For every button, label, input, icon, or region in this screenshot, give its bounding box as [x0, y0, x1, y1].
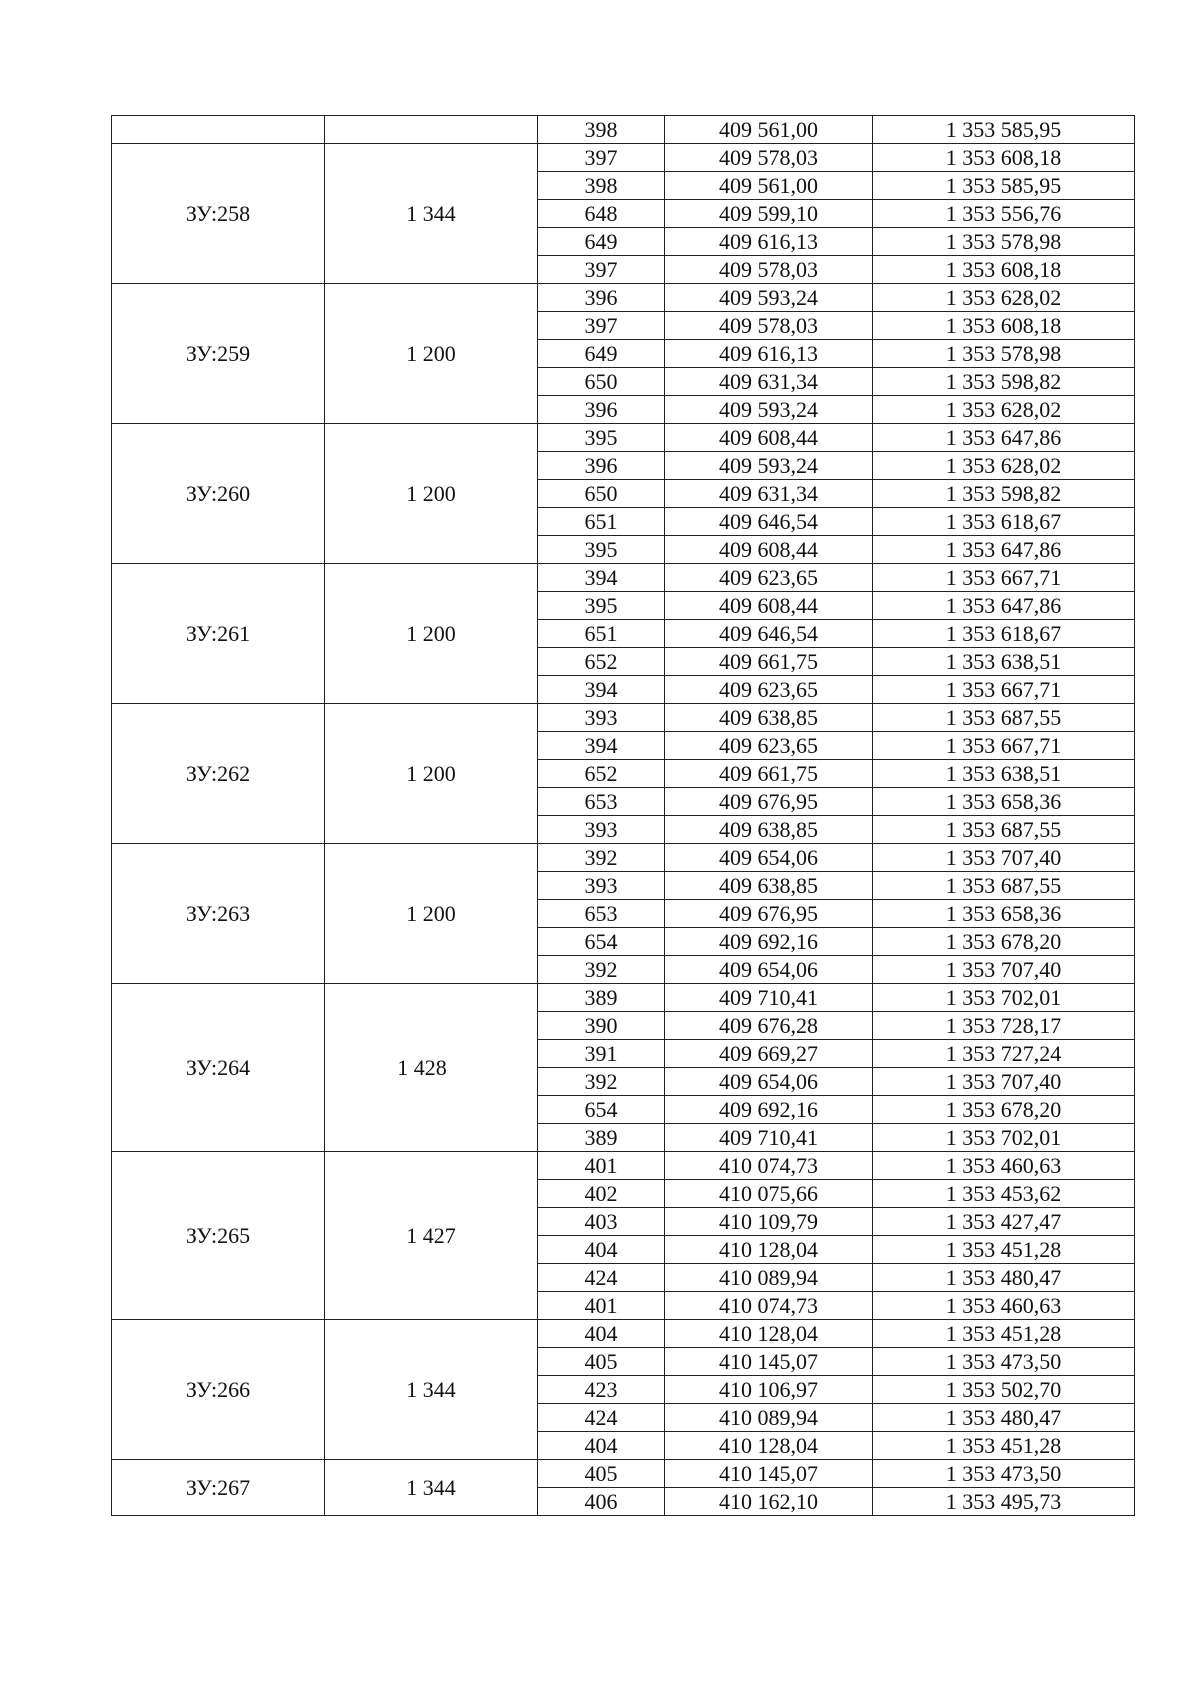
point-cell: 404 — [538, 1432, 665, 1460]
y-cell: 1 353 578,98 — [873, 340, 1135, 368]
point-cell: 394 — [538, 676, 665, 704]
x-cell: 409 692,16 — [665, 928, 873, 956]
table-row — [112, 1460, 1135, 1488]
parcel-id-cell: ЗУ:258 — [112, 144, 325, 284]
y-cell: 1 353 585,95 — [873, 172, 1135, 200]
point-cell: 424 — [538, 1404, 665, 1432]
y-cell: 1 353 473,50 — [873, 1460, 1135, 1488]
table-row — [112, 564, 1135, 592]
parcel-area-cell — [325, 116, 538, 144]
x-cell: 409 654,06 — [665, 1068, 873, 1096]
y-cell: 1 353 687,55 — [873, 872, 1135, 900]
x-cell: 409 646,54 — [665, 620, 873, 648]
x-cell: 410 074,73 — [665, 1292, 873, 1320]
point-cell: 395 — [538, 536, 665, 564]
y-cell: 1 353 628,02 — [873, 396, 1135, 424]
point-cell: 390 — [538, 1012, 665, 1040]
point-cell: 654 — [538, 1096, 665, 1124]
x-cell: 409 638,85 — [665, 816, 873, 844]
x-cell: 409 654,06 — [665, 844, 873, 872]
table-row — [112, 1152, 1135, 1180]
point-cell: 393 — [538, 872, 665, 900]
point-cell: 391 — [538, 1040, 665, 1068]
y-cell: 1 353 678,20 — [873, 928, 1135, 956]
table-row — [112, 984, 1135, 1012]
point-cell: 405 — [538, 1348, 665, 1376]
x-cell: 409 676,95 — [665, 788, 873, 816]
y-cell: 1 353 647,86 — [873, 424, 1135, 452]
point-cell: 397 — [538, 144, 665, 172]
y-cell: 1 353 578,98 — [873, 228, 1135, 256]
point-cell: 396 — [538, 452, 665, 480]
x-cell: 409 608,44 — [665, 424, 873, 452]
x-cell: 409 616,13 — [665, 340, 873, 368]
point-cell: 652 — [538, 760, 665, 788]
x-cell: 409 593,24 — [665, 452, 873, 480]
parcel-area-cell: 1 200 — [325, 564, 538, 704]
y-cell: 1 353 451,28 — [873, 1320, 1135, 1348]
y-cell: 1 353 728,17 — [873, 1012, 1135, 1040]
parcel-area-cell: 1 344 — [325, 1460, 538, 1516]
y-cell: 1 353 707,40 — [873, 844, 1135, 872]
y-cell: 1 353 707,40 — [873, 1068, 1135, 1096]
y-cell: 1 353 658,36 — [873, 788, 1135, 816]
y-cell: 1 353 628,02 — [873, 452, 1135, 480]
point-cell: 389 — [538, 1124, 665, 1152]
point-cell: 395 — [538, 592, 665, 620]
point-cell: 651 — [538, 620, 665, 648]
point-cell: 654 — [538, 928, 665, 956]
coordinates-table-body — [112, 116, 1135, 1516]
x-cell: 410 145,07 — [665, 1460, 873, 1488]
point-cell: 393 — [538, 816, 665, 844]
y-cell: 1 353 608,18 — [873, 144, 1135, 172]
coordinates-table — [111, 115, 1135, 1516]
table-row — [112, 424, 1135, 452]
point-cell: 401 — [538, 1292, 665, 1320]
point-cell: 398 — [538, 172, 665, 200]
y-cell: 1 353 451,28 — [873, 1432, 1135, 1460]
parcel-id-cell: ЗУ:261 — [112, 564, 325, 704]
x-cell: 409 593,24 — [665, 396, 873, 424]
y-cell: 1 353 658,36 — [873, 900, 1135, 928]
point-cell: 394 — [538, 564, 665, 592]
table-row — [112, 844, 1135, 872]
y-cell: 1 353 687,55 — [873, 816, 1135, 844]
point-cell: 423 — [538, 1376, 665, 1404]
parcel-area-cell: 1 200 — [325, 284, 538, 424]
x-cell: 409 654,06 — [665, 956, 873, 984]
y-cell: 1 353 608,18 — [873, 256, 1135, 284]
parcel-id-cell: ЗУ:265 — [112, 1152, 325, 1320]
x-cell: 409 599,10 — [665, 200, 873, 228]
x-cell: 410 128,04 — [665, 1320, 873, 1348]
x-cell: 409 661,75 — [665, 648, 873, 676]
x-cell: 409 561,00 — [665, 116, 873, 144]
parcel-area-cell: 1 344 — [325, 144, 538, 284]
parcel-area-cell: 1 428 — [325, 984, 538, 1152]
point-cell: 424 — [538, 1264, 665, 1292]
x-cell: 409 692,16 — [665, 1096, 873, 1124]
y-cell: 1 353 667,71 — [873, 732, 1135, 760]
parcel-area-cell: 1 427 — [325, 1152, 538, 1320]
x-cell: 409 646,54 — [665, 508, 873, 536]
y-cell: 1 353 667,71 — [873, 676, 1135, 704]
point-cell: 398 — [538, 116, 665, 144]
point-cell: 395 — [538, 424, 665, 452]
y-cell: 1 353 598,82 — [873, 480, 1135, 508]
point-cell: 401 — [538, 1152, 665, 1180]
x-cell: 409 710,41 — [665, 984, 873, 1012]
x-cell: 409 608,44 — [665, 592, 873, 620]
y-cell: 1 353 460,63 — [873, 1152, 1135, 1180]
x-cell: 409 631,34 — [665, 480, 873, 508]
table-row — [112, 144, 1135, 172]
parcel-area-cell: 1 344 — [325, 1320, 538, 1460]
parcel-area-cell: 1 200 — [325, 704, 538, 844]
point-cell: 404 — [538, 1320, 665, 1348]
y-cell: 1 353 647,86 — [873, 592, 1135, 620]
x-cell: 410 106,97 — [665, 1376, 873, 1404]
point-cell: 392 — [538, 1068, 665, 1096]
x-cell: 409 593,24 — [665, 284, 873, 312]
x-cell: 410 089,94 — [665, 1264, 873, 1292]
x-cell: 409 638,85 — [665, 704, 873, 732]
parcel-id-cell: ЗУ:266 — [112, 1320, 325, 1460]
y-cell: 1 353 480,47 — [873, 1264, 1135, 1292]
y-cell: 1 353 502,70 — [873, 1376, 1135, 1404]
point-cell: 394 — [538, 732, 665, 760]
x-cell: 410 074,73 — [665, 1152, 873, 1180]
y-cell: 1 353 453,62 — [873, 1180, 1135, 1208]
point-cell: 653 — [538, 788, 665, 816]
x-cell: 409 623,65 — [665, 732, 873, 760]
x-cell: 409 578,03 — [665, 312, 873, 340]
y-cell: 1 353 473,50 — [873, 1348, 1135, 1376]
x-cell: 409 676,28 — [665, 1012, 873, 1040]
parcel-id-cell: ЗУ:267 — [112, 1460, 325, 1516]
y-cell: 1 353 628,02 — [873, 284, 1135, 312]
point-cell: 649 — [538, 228, 665, 256]
point-cell: 653 — [538, 900, 665, 928]
parcel-area-cell: 1 200 — [325, 844, 538, 984]
x-cell: 409 616,13 — [665, 228, 873, 256]
point-cell: 649 — [538, 340, 665, 368]
y-cell: 1 353 707,40 — [873, 956, 1135, 984]
x-cell: 409 623,65 — [665, 564, 873, 592]
y-cell: 1 353 638,51 — [873, 760, 1135, 788]
point-cell: 396 — [538, 396, 665, 424]
x-cell: 410 162,10 — [665, 1488, 873, 1516]
x-cell: 410 128,04 — [665, 1236, 873, 1264]
y-cell: 1 353 608,18 — [873, 312, 1135, 340]
point-cell: 652 — [538, 648, 665, 676]
x-cell: 409 676,95 — [665, 900, 873, 928]
parcel-area-cell: 1 200 — [325, 424, 538, 564]
x-cell: 410 128,04 — [665, 1432, 873, 1460]
y-cell: 1 353 427,47 — [873, 1208, 1135, 1236]
parcel-id-cell: ЗУ:264 — [112, 984, 325, 1152]
y-cell: 1 353 702,01 — [873, 1124, 1135, 1152]
table-row — [112, 704, 1135, 732]
y-cell: 1 353 687,55 — [873, 704, 1135, 732]
table-row — [112, 1320, 1135, 1348]
point-cell: 406 — [538, 1488, 665, 1516]
point-cell: 403 — [538, 1208, 665, 1236]
point-cell: 392 — [538, 956, 665, 984]
y-cell: 1 353 451,28 — [873, 1236, 1135, 1264]
y-cell: 1 353 678,20 — [873, 1096, 1135, 1124]
parcel-id-cell: ЗУ:259 — [112, 284, 325, 424]
parcel-id-cell — [112, 116, 325, 144]
y-cell: 1 353 647,86 — [873, 536, 1135, 564]
point-cell: 648 — [538, 200, 665, 228]
y-cell: 1 353 480,47 — [873, 1404, 1135, 1432]
y-cell: 1 353 667,71 — [873, 564, 1135, 592]
x-cell: 410 089,94 — [665, 1404, 873, 1432]
y-cell: 1 353 556,76 — [873, 200, 1135, 228]
x-cell: 409 608,44 — [665, 536, 873, 564]
x-cell: 409 710,41 — [665, 1124, 873, 1152]
parcel-id-cell: ЗУ:263 — [112, 844, 325, 984]
point-cell: 393 — [538, 704, 665, 732]
point-cell: 402 — [538, 1180, 665, 1208]
parcel-id-cell: ЗУ:262 — [112, 704, 325, 844]
y-cell: 1 353 618,67 — [873, 508, 1135, 536]
point-cell: 405 — [538, 1460, 665, 1488]
x-cell: 409 623,65 — [665, 676, 873, 704]
y-cell: 1 353 495,73 — [873, 1488, 1135, 1516]
x-cell: 409 638,85 — [665, 872, 873, 900]
y-cell: 1 353 702,01 — [873, 984, 1135, 1012]
x-cell: 409 669,27 — [665, 1040, 873, 1068]
x-cell: 409 661,75 — [665, 760, 873, 788]
point-cell: 397 — [538, 256, 665, 284]
point-cell: 404 — [538, 1236, 665, 1264]
x-cell: 409 561,00 — [665, 172, 873, 200]
y-cell: 1 353 585,95 — [873, 116, 1135, 144]
point-cell: 396 — [538, 284, 665, 312]
x-cell: 409 631,34 — [665, 368, 873, 396]
point-cell: 650 — [538, 480, 665, 508]
y-cell: 1 353 460,63 — [873, 1292, 1135, 1320]
x-cell: 410 075,66 — [665, 1180, 873, 1208]
parcel-id-cell: ЗУ:260 — [112, 424, 325, 564]
point-cell: 389 — [538, 984, 665, 1012]
y-cell: 1 353 598,82 — [873, 368, 1135, 396]
point-cell: 392 — [538, 844, 665, 872]
table-row — [112, 284, 1135, 312]
point-cell: 397 — [538, 312, 665, 340]
y-cell: 1 353 618,67 — [873, 620, 1135, 648]
x-cell: 409 578,03 — [665, 144, 873, 172]
x-cell: 409 578,03 — [665, 256, 873, 284]
point-cell: 650 — [538, 368, 665, 396]
y-cell: 1 353 727,24 — [873, 1040, 1135, 1068]
y-cell: 1 353 638,51 — [873, 648, 1135, 676]
x-cell: 410 145,07 — [665, 1348, 873, 1376]
x-cell: 410 109,79 — [665, 1208, 873, 1236]
table-row — [112, 116, 1135, 144]
point-cell: 651 — [538, 508, 665, 536]
